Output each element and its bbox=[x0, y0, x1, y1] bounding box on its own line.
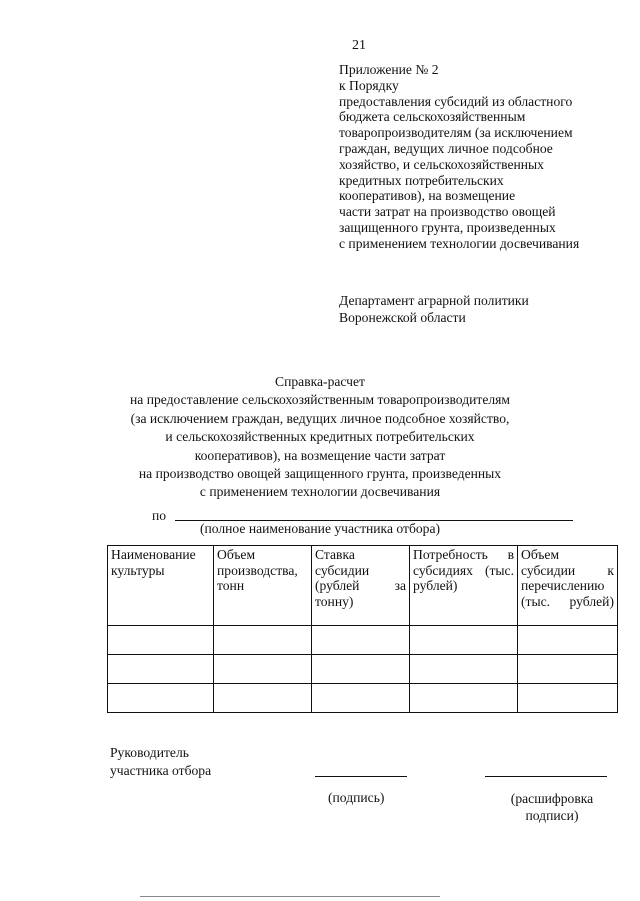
header-crop-name: Наименование культуры bbox=[108, 546, 214, 626]
signature-field-line[interactable] bbox=[315, 776, 407, 777]
signature-decode-caption-line: (расшифровка bbox=[510, 791, 594, 806]
header-subsidy-need: Потребность в субсидиях (тыс. рублей) bbox=[410, 546, 518, 626]
table-cell[interactable] bbox=[312, 626, 410, 655]
participant-prefix: по bbox=[152, 508, 167, 523]
appendix-line: защищенного грунта, произведенных bbox=[339, 219, 556, 235]
signature-decode-field-line[interactable] bbox=[485, 776, 607, 777]
table-row bbox=[108, 626, 618, 655]
table-cell[interactable] bbox=[518, 684, 618, 713]
header-subsidy-rate: Ставка субсидии (рублей за тонну) bbox=[312, 546, 410, 626]
signatory-label bbox=[110, 744, 211, 780]
table-cell[interactable] bbox=[410, 655, 518, 684]
table-row bbox=[108, 655, 618, 684]
header-production-volume: Объем производства, тонн bbox=[214, 546, 312, 626]
appendix-line: части затрат на производство овощей bbox=[339, 204, 556, 220]
table-row bbox=[108, 684, 618, 713]
table-cell[interactable] bbox=[410, 684, 518, 713]
table-cell[interactable] bbox=[214, 655, 312, 684]
title-heading: Справка-расчет bbox=[275, 374, 365, 389]
title-line: кооперативов), на возмещение части затрат bbox=[194, 447, 446, 463]
title-line: на предоставление сельскохозяйственным товаропроизводителям bbox=[130, 392, 510, 408]
table-cell[interactable] bbox=[312, 684, 410, 713]
participant-caption: (полное наименование участника отбора) bbox=[199, 521, 441, 536]
appendix-line: бюджета сельскохозяйственным bbox=[339, 109, 526, 125]
header-subsidy-transfer: Объем субсидии к перечислению (тыс. рублей) bbox=[518, 546, 618, 626]
department-line: Департамент аграрной политики bbox=[339, 293, 529, 308]
appendix-line: кредитных потребительских bbox=[339, 172, 504, 188]
title-line: и сельскохозяйственных кредитных потребительских bbox=[165, 429, 475, 445]
title-line: (за исключением граждан, ведущих личное подсобное хозяйство, bbox=[130, 410, 510, 426]
appendix-line: хозяйство, и сельскохозяйственных bbox=[339, 156, 544, 172]
appendix-line: к Порядку bbox=[339, 77, 399, 93]
department-line: Воронежской области bbox=[339, 310, 466, 325]
table-cell[interactable] bbox=[108, 655, 214, 684]
appendix-line: Приложение № 2 bbox=[339, 62, 439, 77]
appendix-line: предоставления субсидий из областного bbox=[339, 93, 573, 109]
signatory-label-line: участника отбора bbox=[110, 763, 212, 778]
signature-decode-caption bbox=[494, 790, 610, 824]
department-block bbox=[339, 292, 529, 326]
table-cell[interactable] bbox=[108, 626, 214, 655]
signature-decode-caption-line: подписи) bbox=[525, 808, 579, 823]
signature-caption: (подпись) bbox=[328, 790, 385, 805]
table-cell[interactable] bbox=[410, 626, 518, 655]
title-line: на производство овощей защищенного грунта, произведенных bbox=[138, 466, 502, 482]
table-cell[interactable] bbox=[312, 655, 410, 684]
table-header-row bbox=[108, 546, 618, 626]
table-cell[interactable] bbox=[518, 655, 618, 684]
table-cell[interactable] bbox=[518, 626, 618, 655]
appendix-line: граждан, ведущих личное подсобное bbox=[339, 140, 553, 156]
table-cell[interactable] bbox=[108, 684, 214, 713]
document-title bbox=[0, 373, 640, 502]
calculation-table bbox=[107, 545, 618, 713]
page-number: 21 bbox=[352, 38, 366, 53]
title-line: с применением технологии досвечивания bbox=[199, 484, 441, 500]
table-cell[interactable] bbox=[214, 626, 312, 655]
appendix-line: товаропроизводителям (за исключением bbox=[339, 125, 573, 141]
appendix-line: с применением технологии досвечивания bbox=[339, 235, 580, 251]
footer-divider bbox=[140, 896, 440, 897]
signatory-label-line: Руководитель bbox=[110, 745, 189, 760]
appendix-block bbox=[339, 62, 629, 252]
table-cell[interactable] bbox=[214, 684, 312, 713]
appendix-line: кооперативов), на возмещение bbox=[339, 188, 516, 204]
